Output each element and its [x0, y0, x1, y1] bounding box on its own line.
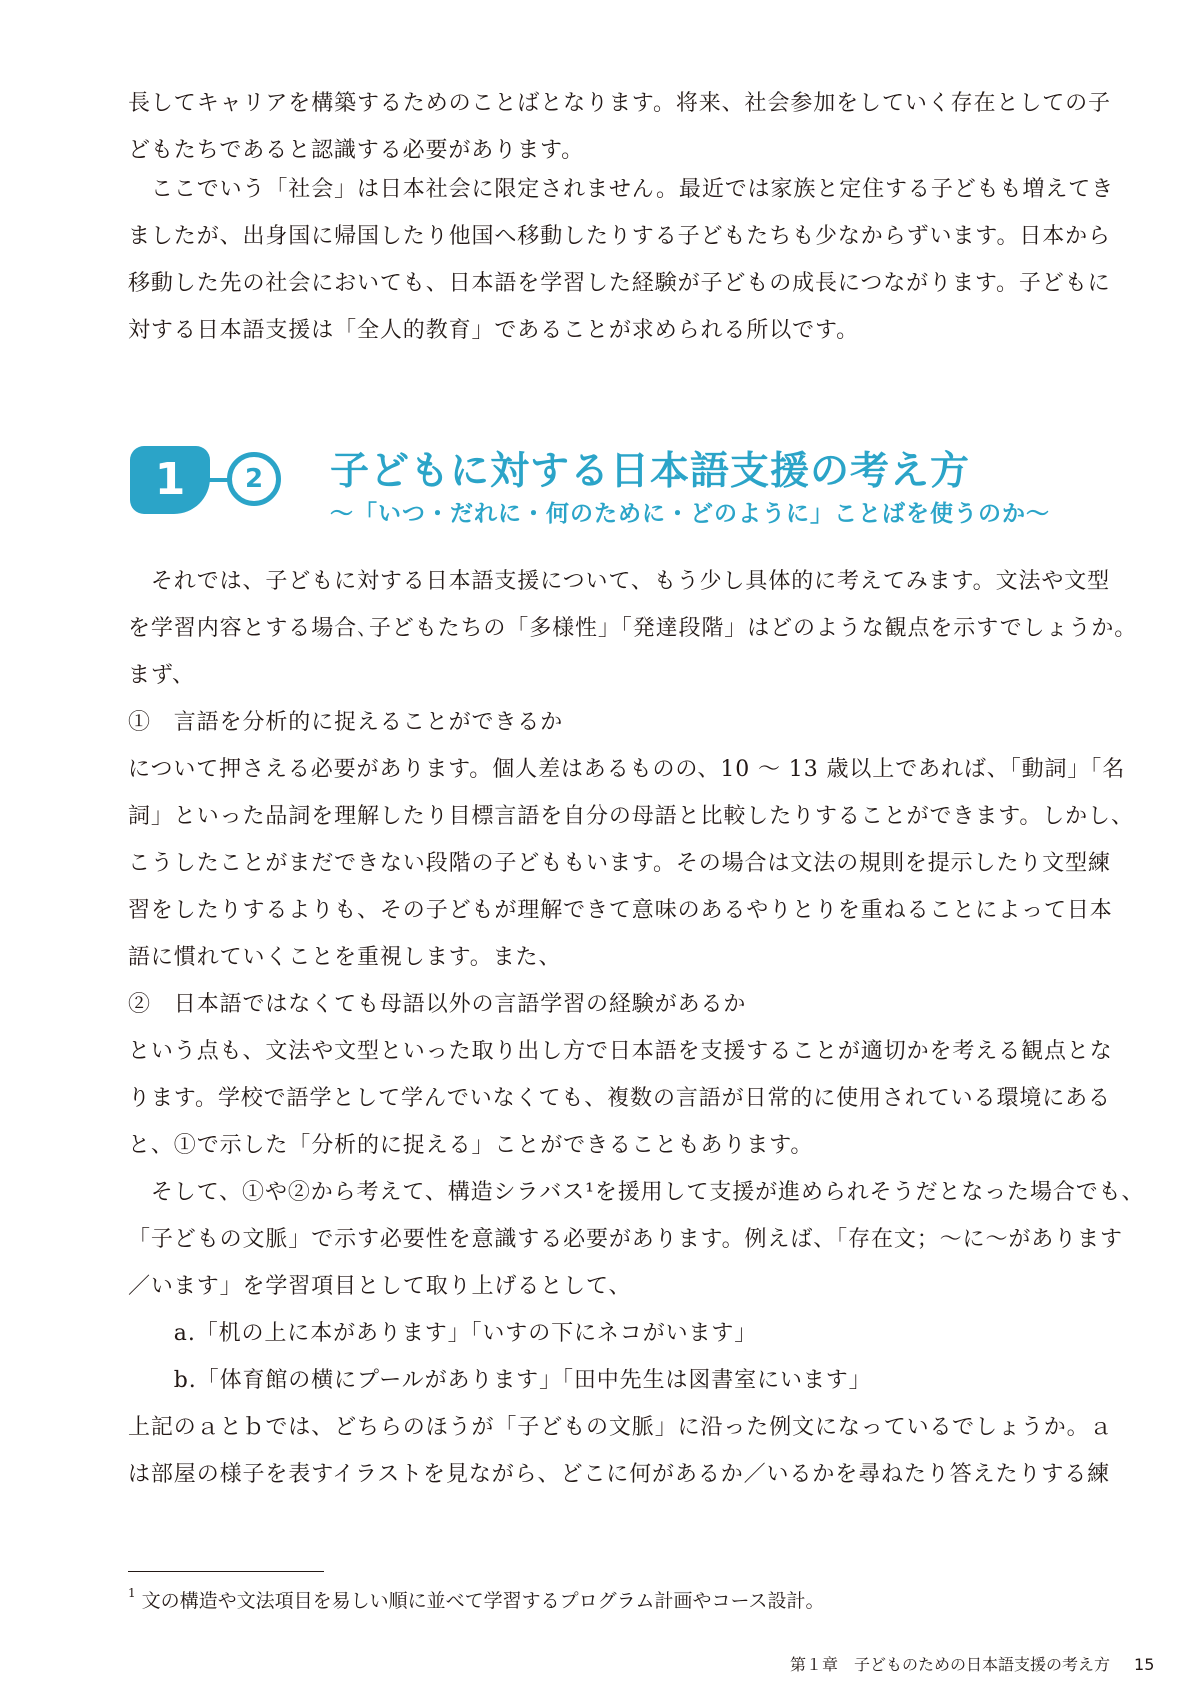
text-line: ／います」を学習項目として取り上げるとして、 [128, 1274, 632, 1299]
footnote-rule [128, 1571, 324, 1572]
text-line: ここでいう「社会」は日本社会に限定されません。最近では家族と定住する子どもも増えてき [128, 177, 1115, 202]
text-line: 習をしたりするよりも、その子どもが理解できて意味のあるやりとりを重ねることによって日本 [128, 898, 1113, 923]
text-line: は部屋の様子を表すイラストを見ながら、どこに何があるか／いるかを尋ねたり答えたりする練 [128, 1462, 1111, 1487]
text-line: 移動した先の社会においても、日本語を学習した経験が子どもの成長につながります。子どもに [128, 271, 1111, 296]
list-item-1: ① 言語を分析的に捉えることができるか [128, 710, 564, 735]
text-line: こうしたことがまだできない段階の子どももいます。その場合は文法の規則を提示したり文型練 [128, 851, 1111, 876]
society-paragraph [128, 166, 1115, 354]
footnote-text: 文の構造や文法項目を易しい順に並べて学習するプログラム計画やコース設計。 [141, 1590, 825, 1612]
example-a: a.「机の上に本があります」「いすの下にネコがいます」 [128, 1321, 758, 1346]
body-text [128, 558, 1145, 1498]
badge-connector [209, 478, 229, 482]
text-line: と、①で示した「分析的に捉える」ことができることもあります。 [128, 1133, 814, 1158]
footnote [128, 1586, 825, 1613]
section-number-badge: 2 [227, 452, 281, 506]
text-line: それでは、子どもに対する日本語支援について、もう少し具体的に考えてみます。文法や文型 [128, 569, 1111, 594]
text-line: 対する日本語支援は「全人的教育」であることが求められる所以です。 [128, 318, 860, 343]
text-line: 長してキャリアを構築するためのことばとなります。将来、社会参加をしていく存在としての子 [128, 91, 1111, 116]
text-line: 上記のａとｂでは、どちらのほうが「子どもの文脈」に沿った例文になっているでしょうか。ａ [128, 1415, 1113, 1440]
text-line: ります。学校で語学として学んでいなくても、複数の言語が日常的に使用されている環境にある [128, 1086, 1111, 1111]
text-line: 詞」といった品詞を理解したり目標言語を自分の母語と比較したりすることができます。しかし、 [128, 804, 1134, 829]
footnote-mark: 1 [128, 1586, 136, 1600]
section-title: 子どもに対する日本語支援の考え方 [330, 449, 971, 494]
intro-paragraph [128, 80, 1111, 174]
list-item-2: ② 日本語ではなくても母語以外の言語学習の経験があるか [128, 992, 747, 1017]
text-line: 語に慣れていくことを重視します。また、 [128, 945, 562, 970]
page-footer [790, 1652, 1154, 1675]
text-line: どもたちであると認識する必要があります。 [128, 138, 585, 163]
running-chapter-title: 第１章 子どものための日本語支援の考え方 [790, 1655, 1111, 1674]
text-line: という点も、文法や文型といった取り出し方で日本語を支援することが適切かを考える観点とな [128, 1039, 1113, 1064]
text-line: について押さえる必要があります。個人差はあるものの、10 〜 13 歳以上であれば、「動詞」「名 [128, 757, 1126, 782]
page-number: 15 [1134, 1655, 1155, 1674]
text-line: まず、 [128, 663, 195, 688]
text-line: ましたが、出身国に帰国したり他国へ移動したりする子どもたちも少なからずいます。日本から [128, 224, 1111, 249]
example-b: b.「体育館の横にプールがあります」「田中先生は図書室にいます」 [128, 1368, 872, 1393]
chapter-number-badge: 1 [130, 446, 210, 514]
text-line: を学習内容とする場合､子どもたちの「多様性」「発達段階」はどのような観点を示すでしょうか。 [128, 616, 1138, 641]
section-subtitle: 〜「いつ・だれに・何のために・どのように」ことばを使うのか〜 [330, 501, 1050, 527]
text-line: 「子どもの文脈」で示す必要性を意識する必要があります。例えば、「存在文；〜に〜があります [128, 1227, 1123, 1252]
text-line: そして、①や②から考えて、構造シラバス¹を援用して支援が進められそうだとなった場合でも、 [128, 1180, 1145, 1205]
